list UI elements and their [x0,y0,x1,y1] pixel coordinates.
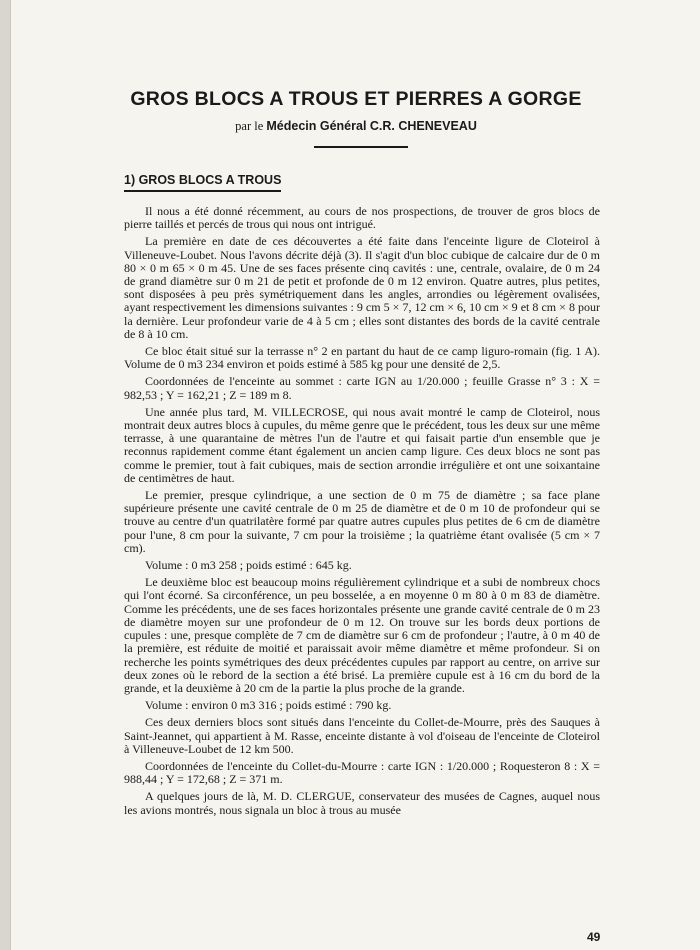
paragraph: Ce bloc était situé sur la terrasse n° 2 en partant du haut de ce camp liguro-romain (fig. 1 A). Volume de 0 m3 234 environ et poids estimé à 585 kg pour une densité de 2,5. [124,344,600,372]
byline [111,119,601,134]
paragraph: A quelques jours de là, M. D. CLERGUE, conservateur des musées de Cagnes, auquel nous les avions montrés, nous signala un bloc à trous au musée [124,789,600,817]
paragraph: Coordonnées de l'enceinte au sommet : carte IGN au 1/20.000 ; feuille Grasse n° 3 : X = 982,53 ; Y = 162,21 ; Z = 189 m 8. [124,374,600,402]
paragraph: Volume : environ 0 m3 316 ; poids estimé : 790 kg. [145,698,392,713]
article-body [124,205,600,821]
paragraph: Il nous a été donné récemment, au cours de nos prospections, de trouver de gros blocs de pierre taillés et percés de trous qui nous ont intrigué. [124,204,600,232]
page-sheet [10,0,700,950]
paragraph: Volume : 0 m3 258 ; poids estimé : 645 kg. [145,558,352,573]
page-number: 49 [587,930,601,944]
paragraph: Coordonnées de l'enceinte du Collet-du-Mourre : carte IGN : 1/20.000 ; Roquesteron 8 : X = 988,44 ; Y = 172,68 ; Z = 371 m. [124,758,600,787]
paragraph: Le deuxième bloc est beaucoup moins régulièrement cylindrique et a subi de nombreux chocs qui l'ont écorné. Sa circonférence, un peu bosselée, a en moyenne 0 m 80 à 0 m 83 de diamètre. Comme les précédents, une de ses faces horizontales présente une grande cavité centrale de 0 m 23 de diamètre moyen sur une profondeur de 0 m 12. On trouve sur les bords deux portions de cupules : une, presque complète de 7 cm de diamètre sur 6 cm de profondeur ; l'autre, à 0 m 40 de la première, est réduite de moitié et paraissait avoir même diamètre et même profondeur. Si on recherche les points symétriques des deux précédentes cupules par rapport au centre, on arrive sur deux zones où le rebord de la section a été brisé. La première cupule est à 16 cm du bord de la grande, et la deuxième à 20 cm de la partie la plus proche de la grande. [124,575,600,695]
author-name: Médecin Général C.R. CHENEVEAU [266,119,477,133]
section-heading: 1) GROS BLOCS A TROUS [124,173,281,192]
title-divider [314,146,408,148]
paragraph: Ces deux derniers blocs sont situés dans l'enceinte du Collet-de-Mourre, près des Sauques à Saint-Jeannet, qui appartient à M. Rasse, enceinte distante à vol d'oiseau de l'enceinte de Cloteirol à Villeneuve-Loubet de 12 km 500. [124,715,600,756]
paragraph: La première en date de ces découvertes a été faite dans l'enceinte ligure de Cloteirol à Villeneuve-Loubet. Nous l'avons décrite déjà (3). Il s'agit d'un bloc cubique de calcaire dur de 0 m 80 × 0 m 65 × 0 m 45. Une de ses faces présente cinq cavités : une, centrale, ovalaire, de 0 m 24 de grand diamètre sur 0 m 21 de petit et profonde de 0 m 12 environ. Quatre autres, plus petites, sont disposées à peu près symétriquement dans les angles, arrondies ou légèrement ovalisées, ayant respectivement les dimensions suivantes : 9 cm 5 × 7, 12 cm × 6, 10 cm × 9 et 8 cm × 8 pour la dernière. Leur profondeur varie de 4 à 5 cm ; elles sont distantes des bords de la cavité centrale de 8 à 10 cm. [124,234,600,341]
paragraph: Le premier, presque cylindrique, a une section de 0 m 75 de diamètre ; sa face plane supérieure présente une cavité centrale de 0 m 25 de diamètre et de 0 m 10 de profondeur qui se trouve au centre d'un quatrilatère formé par quatre autres cupules plus petites de 6 cm de diamètre pour l'une, 8 cm pour la suivante, 7 cm pour la troisième ; la quatrième étant ovalisée (5 cm × 7 cm). [124,488,600,555]
article-title: GROS BLOCS A TROUS ET PIERRES A GORGE [130,88,582,110]
paragraph: Une année plus tard, M. VILLECROSE, qui nous avait montré le camp de Cloteirol, nous montrait deux autres blocs à cupules, du même genre que le précédent, tous les deux sur une même terrasse, à une quarantaine de mètres l'un de l'autre et qui faisait partie d'un ensemble que je reconnus rapidement comme étant également un ancien camp ligure. Ces deux blocs ne sont pas comme le premier, tout à fait cubiques, mais de section arrondie irrégulière et ont une soixantaine de centimètres de haut. [124,404,600,485]
byline-prefix: par le [235,119,264,133]
